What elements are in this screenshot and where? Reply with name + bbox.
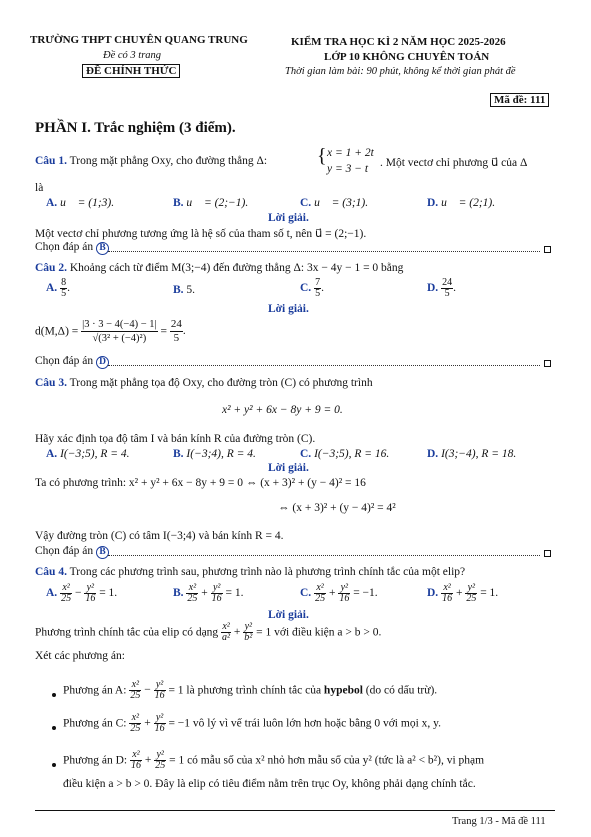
q2-option-a: A. $\frac{8}{5}$ . — [46, 277, 70, 299]
class-title: LỚP 10 KHÔNG CHUYÊN TOÁN — [324, 51, 490, 63]
q3-solution-title: Lời giải. — [268, 462, 309, 474]
q3-option-b: B. I(−3;4), R = 4. — [173, 448, 256, 460]
q4-option-a: A. $\frac{\text{x²}}{25}$ − $\frac{\text{y²}}{16}$ = 1. — [46, 582, 118, 604]
question-2 — [35, 262, 403, 274]
q2-answer-circle: D — [96, 356, 109, 369]
q3-solution-line-2: ⇔ (x + 3)² + (y − 4)² = 4² — [278, 502, 396, 514]
q4-solution-title: Lời giải. — [268, 609, 309, 621]
q2-solution-title: Lời giải. — [268, 303, 309, 315]
q1-answer-circle: B — [96, 242, 109, 255]
q4-option-b: B. $\frac{\text{x²}}{25}$ + $\frac{\text{y²}}{16}$ = 1. — [173, 582, 244, 604]
q1-solution-title: Lời giải. — [268, 212, 309, 224]
q2-end-square — [544, 360, 551, 367]
exam-code: Mã đề: 111 — [490, 93, 549, 107]
q1-option-b: B. u⃗ = (2;−1). — [173, 197, 249, 209]
q3-equation: x² + y² + 6x − 8y + 9 = 0. — [222, 404, 343, 416]
q1-option-c: C. u⃗ = (3;1). — [300, 197, 369, 209]
q3-end-square — [544, 550, 551, 557]
q1-solution: Một vectơ chỉ phương tương ứng là hệ số của tham số t, nên u⃗ = (2;−1). — [35, 228, 367, 240]
q4-solution-line-2: Xét các phương án: — [35, 650, 125, 662]
q1-text-3: là — [35, 182, 44, 194]
q4-solution-line-1: Phương trình chính tắc của elip có dạng $\frac{\text{x²}}{\text{a²}}$ + $\frac{\text{y²}}{\text{b²}}$ = 1 với điều kiện a > b > 0. — [35, 621, 382, 643]
q2-option-c: C. $\frac{7}{5}$ . — [300, 277, 324, 299]
bullet-a — [52, 693, 56, 697]
q2-option-d: D. $\frac{24}{5}$ . — [427, 277, 456, 299]
q1-label: Câu 1. — [35, 155, 67, 167]
q2-option-b: B. 5. — [173, 284, 196, 296]
q3-option-a: A. I(−3;5), R = 4. — [46, 448, 130, 460]
q1-choose: Chọn đáp án B — [35, 241, 109, 255]
footer-rule — [35, 810, 555, 811]
q4-bullet-a: Phương án A: $\frac{\text{x²}}{25}$ − $\frac{\text{y²}}{16}$ = 1 là phương trình chính tắc của hypebol (do có dấu trừ). — [63, 679, 438, 701]
q3-dotted-line — [108, 555, 540, 556]
question-4 — [35, 566, 465, 578]
q3-text: Trong mặt phẳng tọa độ Oxy, cho đường tròn (C) có phương trình — [69, 377, 373, 389]
q1-system-line-1: x = 1 + 2t — [327, 147, 374, 159]
q1-dotted-line — [108, 251, 540, 252]
q1-option-d: D. u⃗ = (2;1). — [427, 197, 496, 209]
q3-solution-line-1: Ta có phương trình: x² + y² + 6x − 8y + 9 = 0 ⇔ (x + 3)² + (y − 4)² = 16 — [35, 477, 366, 489]
official-badge: ĐỀ CHÍNH THỨC — [82, 64, 180, 78]
q4-bullet-d-line-2: điều kiện a > b > 0. Đây là elip có tiêu điểm nằm trên trục Oy, không phải dạng chính tắc. — [63, 778, 476, 790]
q3-text-2: Hãy xác định tọa độ tâm I và bán kính R của đường tròn (C). — [35, 433, 316, 445]
q2-label: Câu 2. — [35, 262, 67, 274]
footer-page: Trang 1/3 - Mã đề 111 — [452, 816, 546, 827]
q4-text: Trong các phương trình sau, phương trình nào là phương trình chính tắc của một elip? — [69, 566, 466, 578]
q1-text: Trong mặt phẳng Oxy, cho đường thẳng Δ: — [69, 155, 268, 167]
q3-label: Câu 3. — [35, 377, 67, 389]
q2-solution: d(M,Δ) = $\frac{|3 \cdot 3 - 4(-4) - 1|}{\text{√(3² + (−4)²)}}$ = $\frac{24}{5}$ . — [35, 318, 186, 344]
q4-label: Câu 4. — [35, 566, 67, 578]
time-note: Thời gian làm bài: 90 phút, không kể thời gian phát đề — [285, 66, 516, 77]
q1-brace: { — [317, 145, 327, 167]
bullet-d — [52, 763, 56, 767]
q2-choose: Chọn đáp án D — [35, 355, 109, 369]
question-1 — [35, 155, 267, 167]
q3-answer-circle: B — [96, 546, 109, 559]
question-3 — [35, 377, 373, 389]
q1-option-a: A. u⃗ = (1;3). — [46, 197, 115, 209]
q4-option-d: D. $\frac{\text{x²}}{16}$ + $\frac{\text{y²}}{25}$ = 1. — [427, 582, 499, 604]
q1-end-square — [544, 246, 551, 253]
q2-dotted-line — [108, 365, 540, 366]
q3-option-c: C. I(−3;5), R = 16. — [300, 448, 390, 460]
pages-note: Đề có 3 trang — [103, 50, 162, 61]
q3-solution-line-3: Vậy đường tròn (C) có tâm I(−3;4) và bán kính R = 4. — [35, 530, 284, 542]
q3-option-d: D. I(3;−4), R = 18. — [427, 448, 517, 460]
q1-system-line-2: y = 3 − t — [327, 163, 369, 175]
exam-title: KIỂM TRA HỌC KÌ 2 NĂM HỌC 2025-2026 — [291, 36, 506, 48]
q4-bullet-c: Phương án C: $\frac{\text{x²}}{25}$ + $\frac{\text{y²}}{16}$ = −1 vô lý vì vế trái luôn lớn hơn hoặc bằng 0 với mọi x, y. — [63, 712, 442, 734]
school-name: TRƯỜNG THPT CHUYÊN QUANG TRUNG — [30, 34, 248, 46]
q4-option-c: C. $\frac{\text{x²}}{25}$ + $\frac{\text{y²}}{16}$ = −1. — [300, 582, 378, 604]
q1-text-2: . Một vectơ chỉ phương u⃗ của Δ — [380, 157, 528, 169]
q4-bullet-d: Phương án D: $\frac{\text{x²}}{16}$ + $\frac{\text{y²}}{25}$ = 1 có mẫu số của x² nhỏ hơn mẫu số của y² (tức là a² < b²), vi phạm — [63, 749, 485, 771]
bullet-c — [52, 726, 56, 730]
q2-text: Khoảng cách từ điểm M(3;−4) đến đường thẳng Δ: 3x − 4y − 1 = 0 bằng — [69, 262, 404, 274]
section-title: PHẦN I. Trắc nghiệm (3 điểm). — [35, 120, 236, 136]
q3-choose: Chọn đáp án B — [35, 545, 109, 559]
